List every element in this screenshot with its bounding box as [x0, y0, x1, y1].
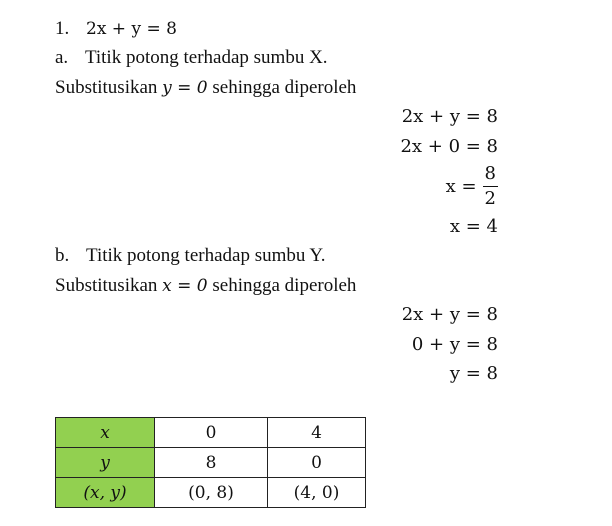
part-a-result: x = 4	[449, 216, 498, 237]
part-b-title: Titik potong terhadap sumbu Y.	[86, 245, 326, 266]
part-b-step-3: y = 8	[449, 363, 498, 384]
part-a-substitution	[55, 76, 356, 100]
problem-equation: 2x + y = 8	[86, 19, 177, 39]
table-cell: 0	[155, 418, 268, 448]
part-a-subst-suffix: sehingga diperoleh	[207, 77, 357, 98]
problem-line	[55, 17, 177, 41]
intercept-table	[55, 417, 366, 508]
table-header-cell: y	[56, 448, 155, 478]
part-b-subst-suffix: sehingga diperoleh	[207, 275, 357, 296]
table-row	[56, 478, 366, 508]
table-header-cell: x	[56, 418, 155, 448]
part-b-substitution	[55, 274, 356, 298]
part-a-heading	[55, 46, 328, 70]
part-b-subst-math: x = 0	[162, 276, 208, 296]
table-row	[56, 448, 366, 478]
part-a-subst-prefix: Substitusikan	[55, 77, 163, 98]
table-row	[56, 418, 366, 448]
part-a-label: a.	[55, 47, 69, 68]
part-a-step-2: 2x + 0 = 8	[400, 136, 498, 157]
part-b-step-2: 0 + y = 8	[411, 334, 498, 355]
part-a-subst-math: y = 0	[162, 78, 208, 98]
fraction-numerator: 8	[483, 162, 498, 187]
part-b-step-1: 2x + y = 8	[401, 304, 498, 325]
part-a-frac-lhs: x =	[445, 176, 477, 197]
fraction	[483, 162, 498, 211]
part-b-subst-prefix: Substitusikan	[55, 275, 163, 296]
part-b-heading	[55, 244, 325, 268]
fraction-denominator: 2	[484, 188, 496, 209]
table-cell: 4	[268, 418, 366, 448]
table-cell: 0	[268, 448, 366, 478]
table-header-cell: (x, y)	[56, 478, 155, 508]
problem-number: 1.	[55, 18, 70, 39]
table-cell: 8	[155, 448, 268, 478]
table-cell: (4, 0)	[268, 478, 366, 508]
part-a-fraction-step	[446, 162, 498, 211]
part-a-title: Titik potong terhadap sumbu X.	[84, 47, 328, 68]
part-b-label: b.	[55, 245, 70, 266]
table-cell: (0, 8)	[155, 478, 268, 508]
part-a-step-1: 2x + y = 8	[401, 106, 498, 127]
